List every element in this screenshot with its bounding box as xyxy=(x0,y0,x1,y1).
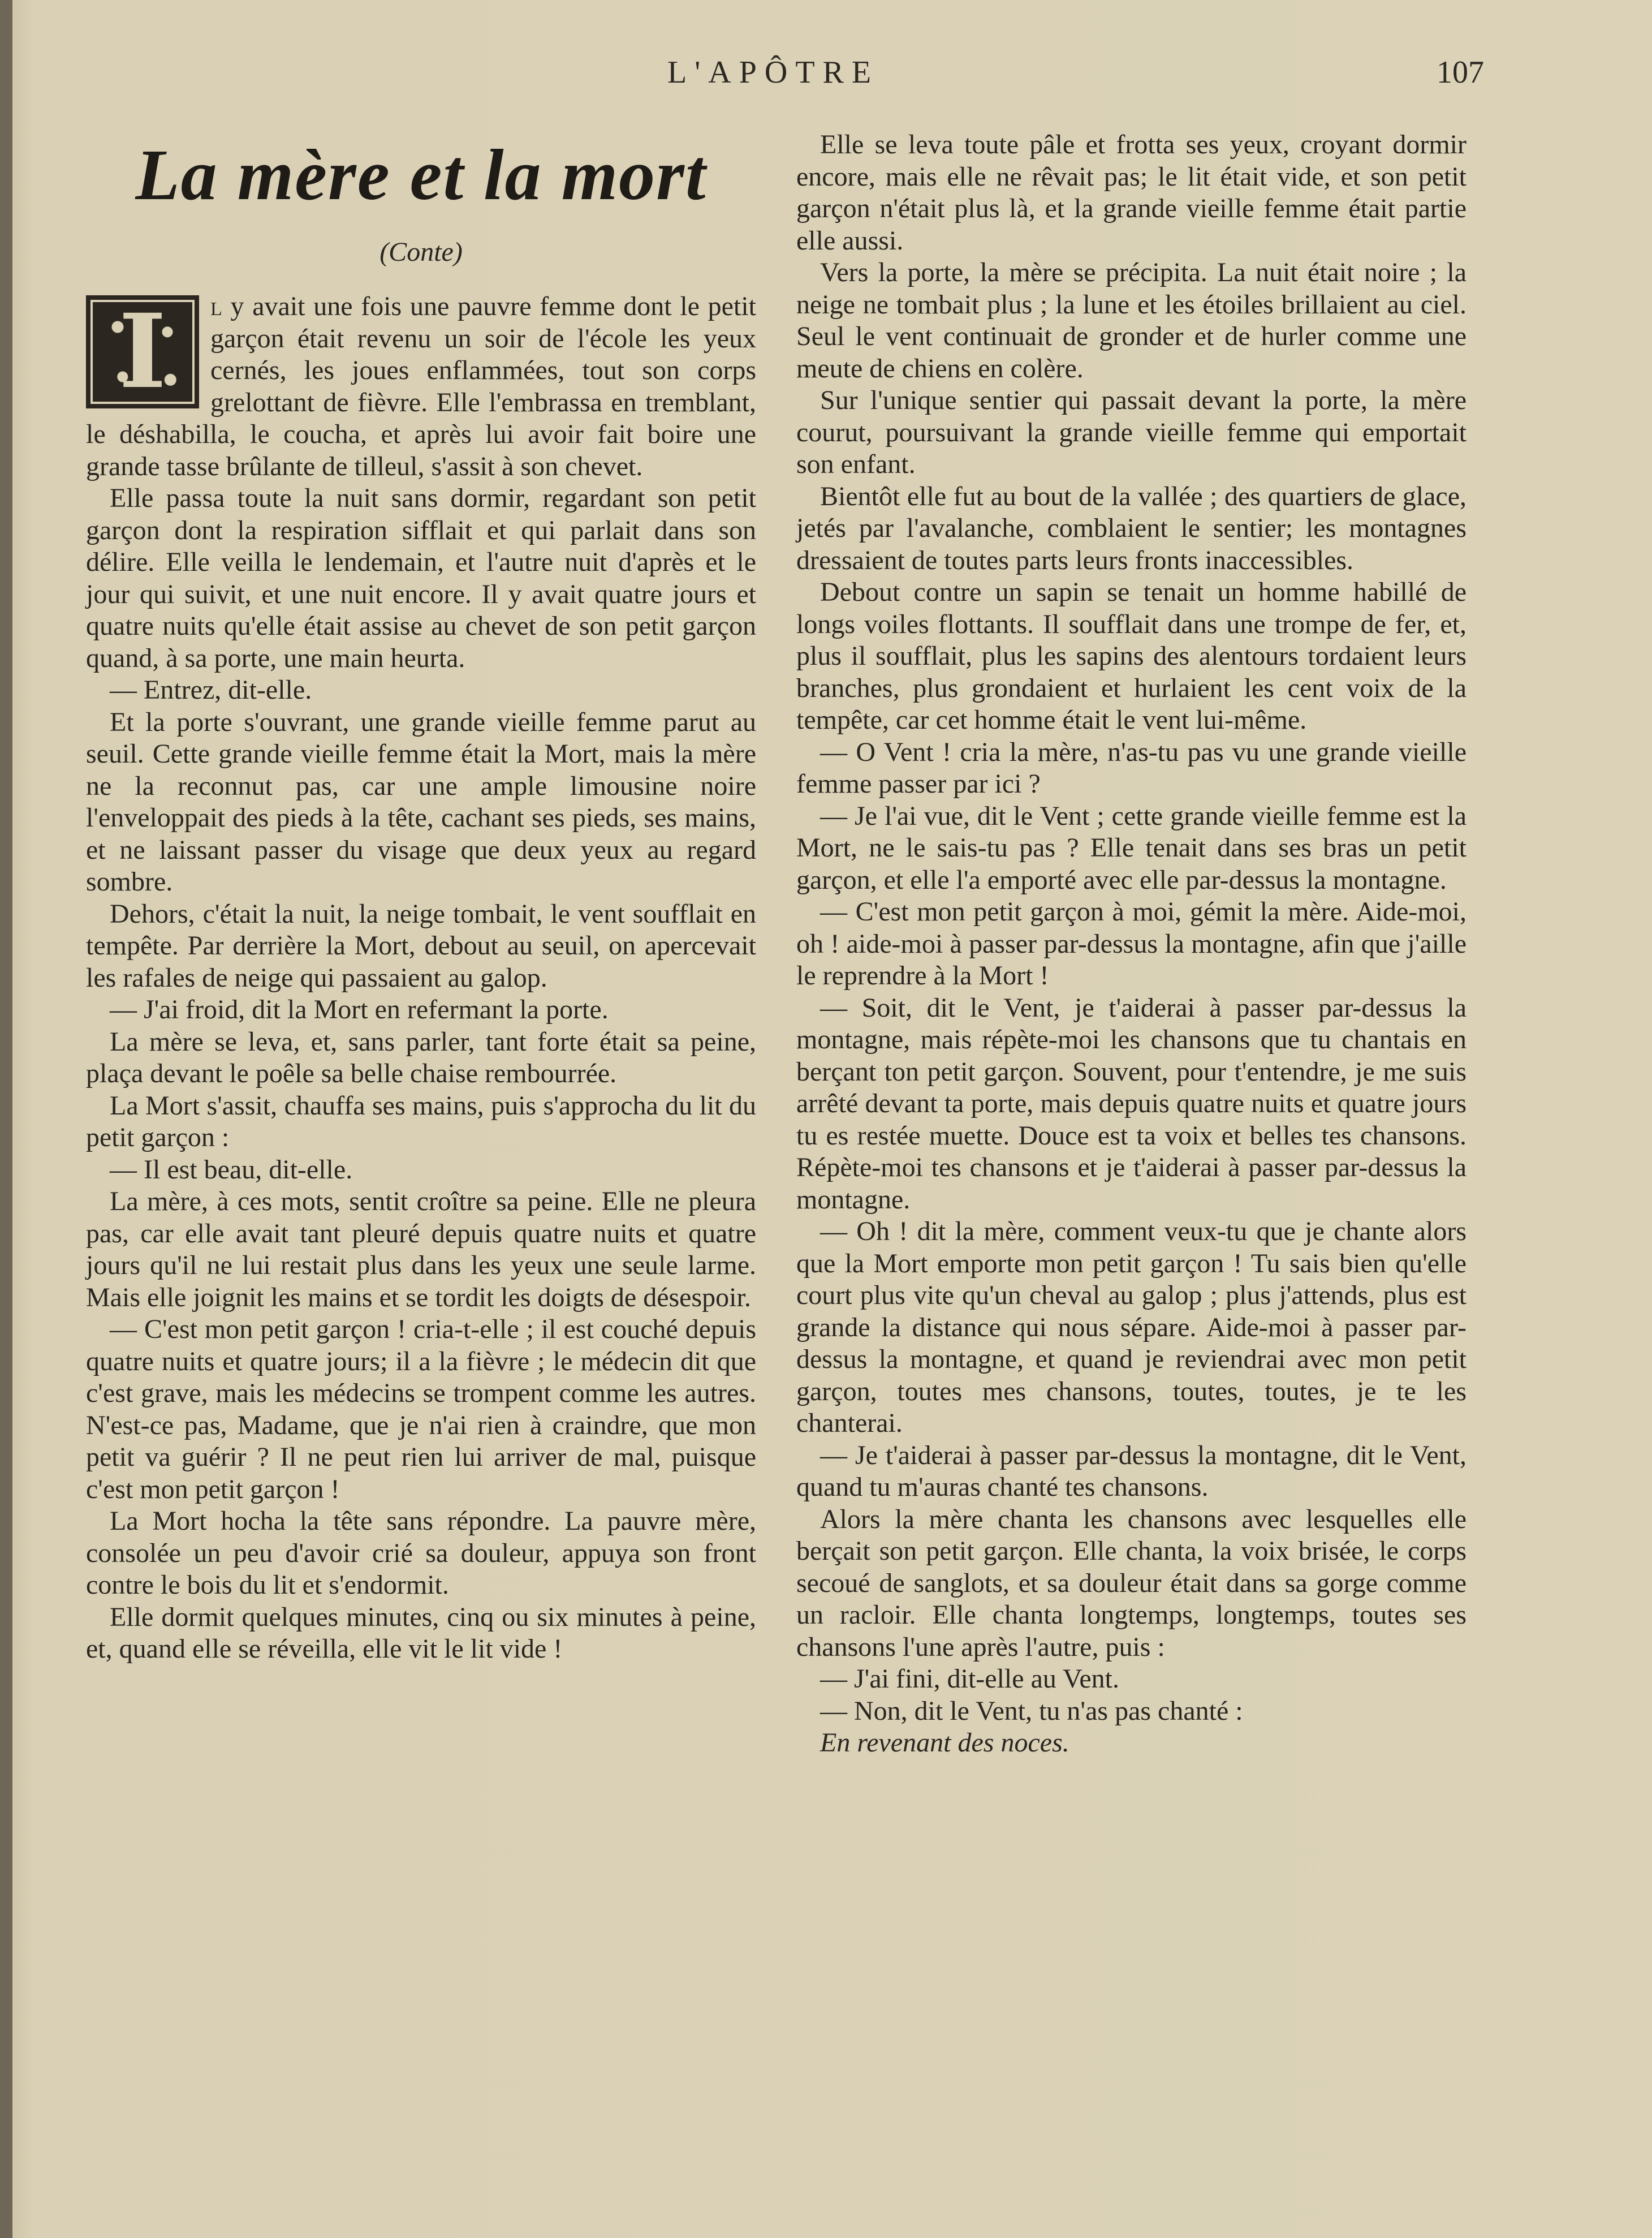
paragraph: — Entrez, dit-elle. xyxy=(110,675,312,705)
right-column xyxy=(796,129,1466,1759)
paragraph: La Mort hocha la tête sans répondre. La pauvre mère, consolée un peu d'avoir crié sa douleur, appuya son front contre le bois du lit et s'endormit. xyxy=(86,1506,756,1600)
paragraph: Debout contre un sapin se tenait un homme habillé de longs voiles flottants. Il soufflait dans une trompe de fer, et, plus il soufflait, plus les sapins des alentours tordaient leurs branches, plus grondaient et hurlaient les cent voix de la tempête, car cet homme était le vent lui-même. xyxy=(796,577,1466,735)
paragraph: La mère se leva, et, sans parler, tant forte était sa peine, plaça devant le poêle sa belle chaise rembourrée. xyxy=(86,1026,756,1088)
drop-cap-letter: I xyxy=(118,295,167,408)
paragraph: Alors la mère chanta les chansons avec lesquelles elle berçait son petit garçon. Elle chanta, la voix brisée, le corps secoué de sanglots, et sa douleur était dans sa gorge comme un racloir. Elle chanta longtemps, longtemps, toutes ses chansons l'une après l'autre, puis : xyxy=(796,1504,1466,1662)
running-title: L'APÔTRE xyxy=(667,55,879,90)
paragraph: Vers la porte, la mère se précipita. La nuit était noire ; la neige ne tombait plus ; la lune et les étoiles brillaient au ciel. Seul le vent continuait de gronder et de hurler comme une meute de chiens en colère. xyxy=(796,257,1466,384)
paragraph: Elle dormit quelques minutes, cinq ou six minutes à peine, et, quand elle se réveilla, elle vit le lit vide ! xyxy=(86,1602,756,1664)
ornamental-drop-cap xyxy=(86,295,199,408)
paragraph: — Il est beau, dit-elle. xyxy=(110,1154,353,1185)
paragraph: — J'ai fini, dit-elle au Vent. xyxy=(820,1664,1119,1694)
song-title-italic: En revenant des noces. xyxy=(820,1728,1069,1758)
paragraph: — C'est mon petit garçon à moi, gémit la mère. Aide-moi, oh ! aide-moi à passer par-dessus la montagne, afin que j'aille le reprendre à la Mort ! xyxy=(796,897,1466,991)
paragraph: — Je t'aiderai à passer par-dessus la montagne, dit le Vent, quand tu m'auras chanté tes chansons. xyxy=(796,1440,1466,1502)
left-column xyxy=(86,132,756,1665)
first-paragraph-text: y avait une fois une pauvre femme dont le petit garçon était revenu un soir de l'école les yeux cernés, les joues enflammées, tout son corps grelottant de fièvre. Elle l'embrassa en tremblant, le déshabilla, le coucha, et après lui avoir fait boire une grande tasse brûlante de tilleul, s'assit à son chevet. xyxy=(86,291,756,481)
paragraph: — Je l'ai vue, dit le Vent ; cette grande vieille femme est la Mort, ne le sais-tu pas ? Elle tenait dans ses bras un petit garçon, et elle l'a emporté avec elle par-dessus la montagne. xyxy=(796,800,1466,895)
opening-paragraph xyxy=(86,291,756,483)
closing-song-title xyxy=(796,1727,1466,1759)
paragraph: Elle se leva toute pâle et frotta ses yeux, croyant dormir encore, mais elle ne rêvait pas; le lit était vide, et son petit garçon n'était plus là, et la grande vieille femme était partie elle aussi. xyxy=(796,130,1466,256)
first-word-rest: l xyxy=(210,291,222,321)
paragraph: — Oh ! dit la mère, comment veux-tu que je chante alors que la Mort emporte mon petit garçon ! Tu sais bien qu'elle court plus vite qu'un cheval au galop ; plus j'attends, plus est grande la distance qui nous sépare. Aide-moi à passer par-dessus la montagne, et quand je reviendrai avec mon petit garçon, toutes mes chansons, toutes, toutes, je te les chanterai. xyxy=(796,1216,1466,1438)
page-number: 107 xyxy=(1437,55,1484,90)
right-column-paragraphs xyxy=(796,129,1466,1727)
article-title: La mère et la mort xyxy=(135,135,707,215)
paragraph: Et la porte s'ouvrant, une grande vieille femme parut au seuil. Cette grande vieille femme était la Mort, mais la mère ne la reconnut pas, car une ample limousine noire l'enveloppait des pieds à la tête, cachant ses pieds, ses mains, et ne laissant passer du visage que deux yeux au regard sombre. xyxy=(86,707,756,897)
paragraph: Elle passa toute la nuit sans dormir, regardant son petit garçon dont la respiration sifflait et qui parlait dans son délire. Elle veilla le lendemain, et l'autre nuit d'après et le jour qui suivit, et une nuit encore. Il y avait quatre jours et quatre nuits qu'elle était assise au chevet de son petit garçon quand, à sa porte, une main heurta. xyxy=(86,483,756,673)
paragraph: La mère, à ces mots, sentit croître sa peine. Elle ne pleura pas, car elle avait tant pleuré depuis quatre nuits et quatre jours qu'il ne lui restait plus dans les yeux une seule larme. Mais elle joignit les mains et se tordit les doigts de désespoir. xyxy=(86,1186,756,1312)
paragraph: — O Vent ! cria la mère, n'as-tu pas vu une grande vieille femme passer par ici ? xyxy=(796,737,1466,799)
left-column-paragraphs xyxy=(86,483,756,1665)
article-subtitle: (Conte) xyxy=(379,237,463,267)
paragraph: — Non, dit le Vent, tu n'as pas chanté : xyxy=(820,1695,1243,1726)
paragraph: — Soit, dit le Vent, je t'aiderai à passer par-dessus la montagne, mais répète-moi les chansons que tu chantais en berçant ton petit garçon. Souvent, pour t'entendre, je me suis arrêté devant ta porte, mais depuis quatre nuits et quatre jours tu es restée muette. Douce est ta voix et belles tes chansons. Répète-moi tes chansons et je t'aiderai à passer par-dessus la montagne. xyxy=(796,992,1466,1215)
book-spine-shadow xyxy=(0,0,12,2238)
paragraph: Bientôt elle fut au bout de la vallée ; des quartiers de glace, jetés par l'avalanche, comblaient le sentier; les montagnes dressaient de toutes parts leurs fronts inaccessibles. xyxy=(796,481,1466,575)
paragraph: Sur l'unique sentier qui passait devant la porte, la mère courut, poursuivant la grande vieille femme qui emportait son enfant. xyxy=(796,385,1466,479)
paragraph: Dehors, c'était la nuit, la neige tombait, le vent soufflait en tempête. Par derrière la Mort, debout au seuil, on apercevait les rafales de neige qui passaient au galop. xyxy=(86,898,756,993)
paragraph: — J'ai froid, dit la Mort en refermant la porte. xyxy=(110,995,609,1025)
paragraph: — C'est mon petit garçon ! cria-t-elle ; il est couché depuis quatre nuits et quatre jours; il a la fièvre ; le médecin dit que c'est grave, mais les médecins se trompent comme les autres. N'est-ce pas, Madame, que je n'ai rien à craindre, que mon petit va guérir ? Il ne peut rien lui arriver de mal, puisque c'est mon petit garçon ! xyxy=(86,1314,756,1504)
paragraph: La Mort s'assit, chauffa ses mains, puis s'approcha du lit du petit garçon : xyxy=(86,1090,756,1152)
